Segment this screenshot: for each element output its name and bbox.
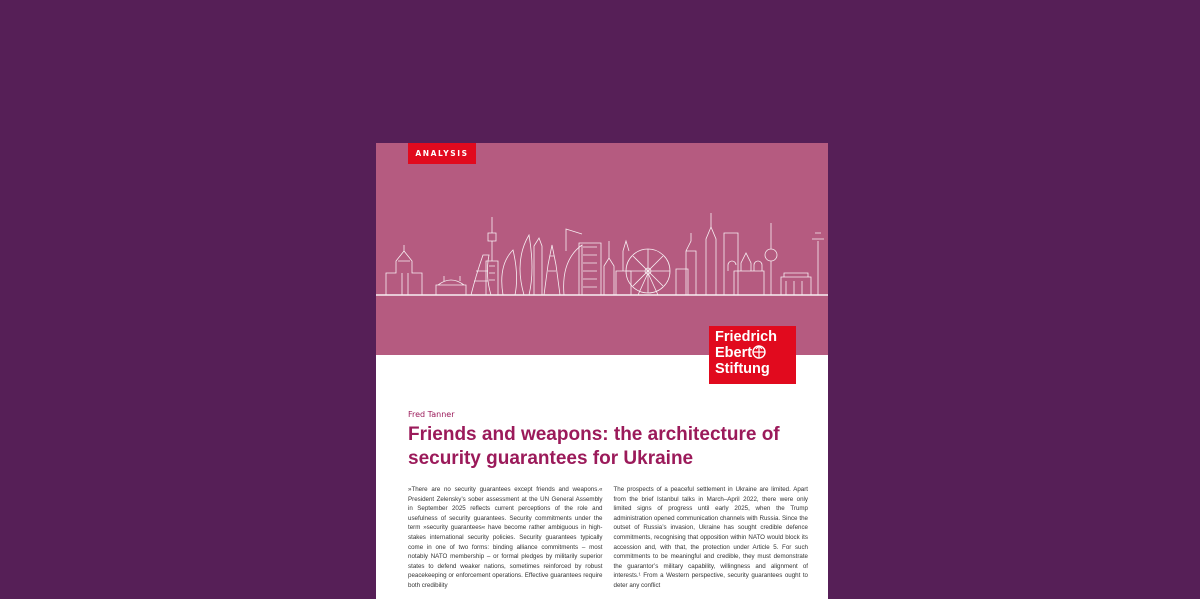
fes-logo [709, 326, 796, 384]
body-column-1: »There are no security guarantees except friends and weapons.« President Zelensky’s sober assessment at the UN General Assembly in September 2025 reflects current perceptions of the role and usefulness of security guarantees. Security commitments under the term »security guarantees« have become rather ambiguous in high-stakes international security policies. Security guarantees typically come in one of two forms: binding alliance commitments – most notably NATO membership – or formal pledges by militarily superior states to defend weaker nations, sometimes reinforced by robust peacekeeping or enforcement operations. Effective guarantees require both credibility [408, 486, 603, 589]
logo-line-2: Ebert [715, 345, 796, 361]
author-name: Fred Tanner [408, 410, 455, 419]
logo-line-3: Stiftung [715, 361, 770, 377]
document-cover [376, 143, 828, 599]
hero-banner [376, 143, 828, 355]
globe-emblem-icon [752, 345, 766, 359]
body-columns [408, 485, 808, 591]
analysis-badge: ANALYSIS [408, 143, 476, 164]
document-title: Friends and weapons: the architecture of security guarantees for Ukraine [408, 424, 780, 469]
document-content [408, 409, 808, 591]
body-column-2: The prospects of a peaceful settlement in Ukraine are limited. Apart from the brief Istanbul talks in March–April 2022, there were only limited signs of progress until early 2025, when the Trump administration opened communication channels with Russia. Since the outset of Russia’s invasion, Ukraine has sought credible defence commitments, recognising that opposition within NATO would block its accession and, with that, the protection under Article 5. For such commitments to be meaningful and credible, they must demonstrate the guarantor’s military capability, willingness and alignment of interests.¹ From a Western perspective, security guarantees ought to deter any conflict [613, 486, 808, 589]
logo-line-1: Friedrich [715, 329, 778, 345]
city-skyline-illustration [376, 211, 828, 311]
